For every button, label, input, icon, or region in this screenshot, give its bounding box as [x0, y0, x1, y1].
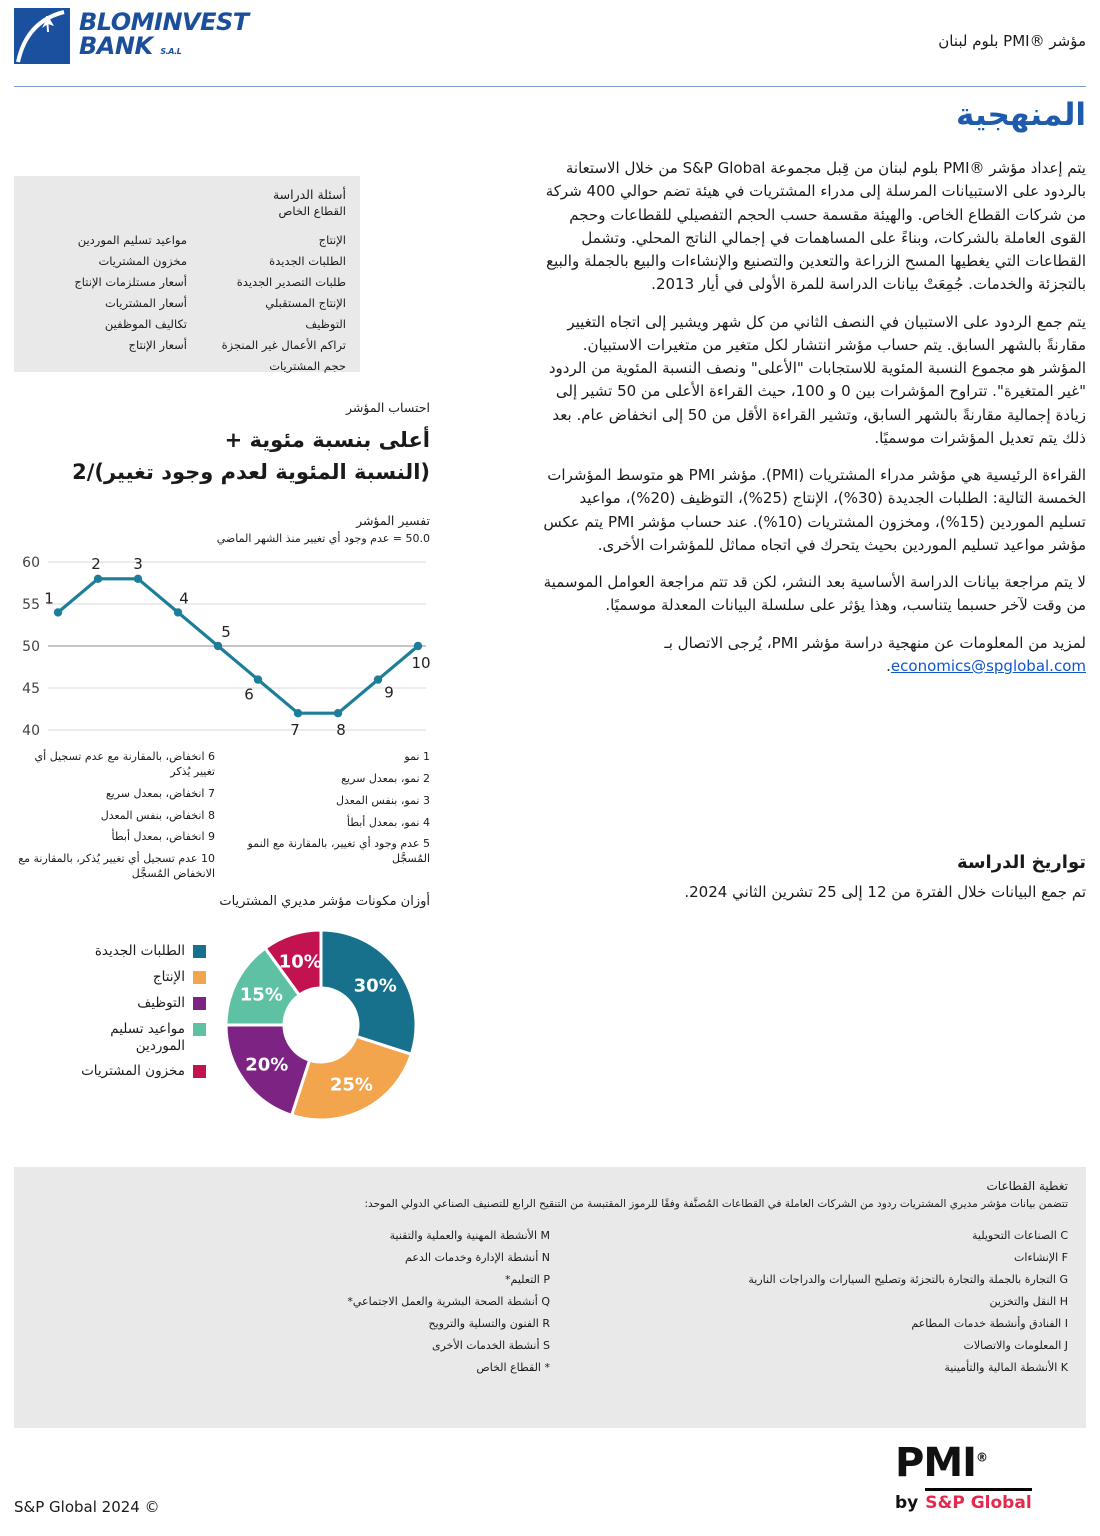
line-chart-legend-col2 — [14, 750, 215, 889]
index-interpretation-note: 50.0 = عدم وجود أي تغيير منذ الشهر الماضي — [216, 532, 430, 545]
sector-item: M الأنشطة المهنية والعملية والتقنية — [389, 1229, 550, 1242]
survey-question: الإنتاج المستقبلي — [265, 296, 346, 310]
legend-item: 8 انخفاض، بنفس المعدل — [100, 808, 215, 822]
legend-swatch — [193, 945, 206, 958]
survey-questions-subtitle: القطاع الخاص — [278, 204, 346, 218]
legend-item: 3 نمو، بنفس المعدل — [336, 793, 430, 807]
paragraph-5: لمزيد من المعلومات عن منهجية دراسة مؤشر PMI، يُرجى الاتصال بـ economics@spglobal.com. — [664, 633, 1086, 675]
survey-questions-col2 — [28, 230, 187, 377]
sector-item: H النقل والتخزين — [989, 1295, 1068, 1308]
index-calculation-formula: أعلى بنسبة مئوية + (النسبة المئوية لعدم وجود تغيير)/2 — [72, 428, 430, 484]
pmi-weights-donut-block — [14, 915, 434, 1130]
header-divider — [14, 86, 1086, 87]
diffusion-index-line-chart — [14, 550, 430, 746]
methodology-text — [541, 157, 1086, 692]
survey-question: حجم المشتريات — [269, 359, 346, 373]
svg-text:25%: 25% — [329, 1074, 373, 1096]
survey-questions-col1 — [187, 230, 346, 377]
page-title: المنهجية — [956, 97, 1086, 133]
survey-question: الإنتاج — [318, 233, 346, 247]
sector-item: R الفنون والتسلية والترويح — [428, 1317, 550, 1330]
legend-item: الإنتاج — [72, 969, 206, 986]
legend-item: 9 انخفاض، بمعدل أبطأ — [111, 830, 215, 844]
logo-line-1: BLOMINVEST — [79, 8, 249, 36]
page-label: مؤشر ®PMI بلوم لبنان — [938, 32, 1086, 50]
svg-text:20%: 20% — [245, 1054, 289, 1076]
sector-item: C الصناعات التحويلية — [971, 1229, 1068, 1242]
svg-text:60: 60 — [22, 555, 40, 571]
paragraph-3: القراءة الرئيسية هي مؤشر مدراء المشتريات (PMI). مؤشر PMI هو متوسط المؤشرات الخمسة التالية: الطلبات الجديدة (30%)، الإنتاج (25%)، التوظيف (20%)، مواعيد تسليم الموردين (15%)، ومخزون المشتريات (10%). عند حساب مؤشر PMI يتم عكس مؤشر مواعيد تسليم الموردين بحيث يتحرك في اتجاه مماثل للمؤشرات الأخرى. — [543, 466, 1086, 554]
pmi-weights-donut-chart — [211, 915, 431, 1139]
legend-item: مواعيد تسليم الموردين — [72, 1021, 206, 1055]
pmi-weights-legend — [72, 943, 206, 1089]
legend-item: 4 نمو، بمعدل أبطأ — [346, 815, 430, 829]
survey-question: مخزون المشتريات — [98, 254, 187, 268]
index-interpretation-section — [14, 513, 430, 545]
legend-item: 2 نمو، بمعدل سريع — [341, 771, 430, 785]
legend-swatch — [193, 1065, 206, 1078]
svg-text:40: 40 — [22, 723, 40, 739]
legend-swatch — [193, 971, 206, 984]
paragraph-2: يتم جمع الردود على الاستبيان في النصف الثاني من كل شهر ويشير إلى اتجاه التغيير مقارنةً بالشهر السابق. يتم حساب مؤشر انتشار لكل متغير من متغيرات الاستبيان. المؤشر هو مجموع النسبة المئوية للاستجابات "الأعلى" ونصف النسبة المئوية من الردود "غير المتغيرة". تتراوح المؤشرات بين 0 و 100، حيث القراءة الأعلى من 50 تشير إلى زيادة إجمالية مقارنةً بالشهر السابق، وتشير القراءة الأقل من 50 إلى انخفاض عام. بعد ذلك يتم تعديل المؤشرات موسميًا. — [548, 312, 1086, 447]
blominvest-logo — [14, 8, 249, 64]
sector-item: * القطاع الخاص — [476, 1361, 550, 1374]
paragraph-4: لا يتم مراجعة بيانات الدراسة الأساسية بعد النشر، لكن قد تتم مراجعة العوامل الموسمية من وقت لآخر حسبما يتناسب، وهذا يؤثر على سلسلة البيانات المعدلة موسميًا. — [543, 573, 1086, 615]
survey-question: تكاليف الموظفين — [104, 317, 187, 331]
survey-question: الطلبات الجديدة — [269, 254, 346, 268]
legend-item: 10 عدم تسجيل أي تغيير يُذكر، بالمقارنة مع الانخفاض المُسجَّل — [18, 852, 215, 881]
legend-item: 1 نمو — [404, 750, 430, 763]
sector-item: I الفنادق وأنشطة خدمات المطاعم — [911, 1317, 1068, 1330]
survey-questions-box — [14, 176, 360, 372]
legend-item: 7 انخفاض، بمعدل سريع — [105, 786, 215, 800]
svg-text:8: 8 — [336, 721, 346, 740]
sector-coverage-title: تغطية القطاعات — [986, 1179, 1068, 1193]
sector-item: K الأنشطة المالية والتأمينية — [944, 1361, 1068, 1374]
weights-section-title: أوزان مكونات مؤشر مديري المشتريات — [219, 894, 430, 909]
legend-item: التوظيف — [72, 995, 206, 1012]
sector-coverage-box — [14, 1167, 1086, 1428]
survey-question: مواعيد تسليم الموردين — [77, 233, 187, 247]
copyright-text: S&P Global 2024 © — [14, 1498, 160, 1516]
svg-text:50: 50 — [22, 639, 40, 655]
svg-text:6: 6 — [244, 685, 254, 704]
blominvest-logo-text — [79, 8, 249, 59]
sector-item: P التعليم* — [505, 1273, 550, 1286]
svg-text:45: 45 — [22, 681, 40, 697]
svg-text:55: 55 — [22, 597, 40, 613]
paragraph-1: يتم إعداد مؤشر ®PMI بلوم لبنان من قِبل مجموعة S&P Global من خلال الاستعانة بالردود على الاستبيانات المرسلة إلى مدراء المشتريات في هيئة تضم حوالي 400 شركة من شركات القطاع الخاص. والهيئة مقسمة حسب الحجم التفصيلي للقطاعات وحجم القوى العاملة بالشركات، وبناءً على المساهمات في إجمالي الناتج المحلي. وتشمل القطاعات التي يغطيها المسح الزراعة والتعدين والتصنيع والإنشاءات والبيع بالجملة والبيع بالتجزئة والخدمات. جُمِعَتْ بيانات الدراسة للمرة الأولى في أيار 2013. — [545, 159, 1086, 294]
survey-question: طلبات التصدير الجديدة — [236, 275, 346, 289]
survey-dates-section — [541, 852, 1086, 901]
svg-text:7: 7 — [290, 721, 300, 740]
svg-text:30%: 30% — [353, 975, 397, 997]
svg-text:4: 4 — [179, 589, 189, 608]
sp-global-brand: S&P Global — [925, 1488, 1031, 1513]
sector-item: S أنشطة الخدمات الأخرى — [431, 1339, 550, 1352]
sector-item: J المعلومات والاتصالات — [963, 1339, 1068, 1352]
legend-item: مخزون المشتريات — [72, 1063, 206, 1080]
contact-email-link[interactable]: economics@spglobal.com — [890, 656, 1086, 675]
index-calculation-label: احتساب المؤشر — [345, 400, 430, 415]
line-chart-legend — [14, 750, 430, 889]
legend-item: الطلبات الجديدة — [72, 943, 206, 960]
pmi-logo-word: PMI® — [895, 1440, 988, 1486]
logo-line-2: BANK S.A.L — [79, 32, 182, 61]
svg-text:10: 10 — [411, 654, 430, 672]
blominvest-logo-icon — [14, 8, 70, 64]
index-interpretation-label: تفسير المؤشر — [356, 513, 430, 528]
survey-question: أسعار مستلزمات الإنتاج — [74, 275, 187, 289]
sector-col1 — [550, 1225, 1068, 1379]
svg-text:10%: 10% — [278, 951, 322, 973]
legend-item: 6 انخفاض، بالمقارنة مع عدم تسجيل أي تغيير يُذكر — [34, 750, 215, 778]
pmi-logo-byline: by S&P Global — [895, 1488, 1035, 1513]
survey-question: التوظيف — [305, 317, 346, 331]
svg-text:5: 5 — [221, 623, 231, 641]
index-calculation-section — [14, 400, 430, 488]
svg-text:3: 3 — [133, 554, 143, 573]
sector-item: Q أنشطة الصحة البشرية والعمل الاجتماعي* — [347, 1295, 550, 1308]
legend-swatch — [193, 1023, 206, 1036]
sector-item: N أنشطة الإدارة وخدمات الدعم — [405, 1251, 550, 1264]
svg-text:9: 9 — [384, 683, 394, 702]
survey-questions-title: أسئلة الدراسة — [272, 187, 346, 202]
survey-question: تراكم الأعمال غير المنجزة — [221, 338, 346, 352]
legend-item: 5 عدم وجود أي تغيير، بالمقارنة مع النمو المُسجَّل — [247, 837, 430, 866]
legend-swatch — [193, 997, 206, 1010]
svg-text:1: 1 — [44, 589, 54, 608]
sector-coverage-description: تتضمن بيانات مؤشر مديري المشتريات ردود من الشركات العاملة في القطاعات المُصنَّفة وفقًا للرموز المقتبسة من التنقيح الرابع للتصنيف الصناعي الدولي الموحد: — [364, 1198, 1068, 1210]
logo-sal: S.A.L — [160, 47, 182, 57]
survey-question: أسعار الإنتاج — [128, 338, 187, 352]
survey-dates-text: تم جمع البيانات خلال الفترة من 12 إلى 25 تشرين الثاني 2024. — [684, 883, 1086, 901]
pmi-logo — [895, 1440, 1035, 1513]
svg-text:15%: 15% — [239, 984, 283, 1006]
line-chart-legend-col1 — [229, 750, 430, 889]
sector-item: G التجارة بالجملة والتجارة بالتجزئة وتصليح السيارات والدراجات النارية — [748, 1273, 1068, 1286]
sector-col2 — [32, 1225, 550, 1379]
survey-dates-title: تواريخ الدراسة — [956, 852, 1086, 873]
sector-item: F الإنشاءات — [1014, 1251, 1068, 1264]
survey-question: أسعار المشتريات — [104, 296, 187, 310]
svg-text:2: 2 — [91, 554, 101, 573]
